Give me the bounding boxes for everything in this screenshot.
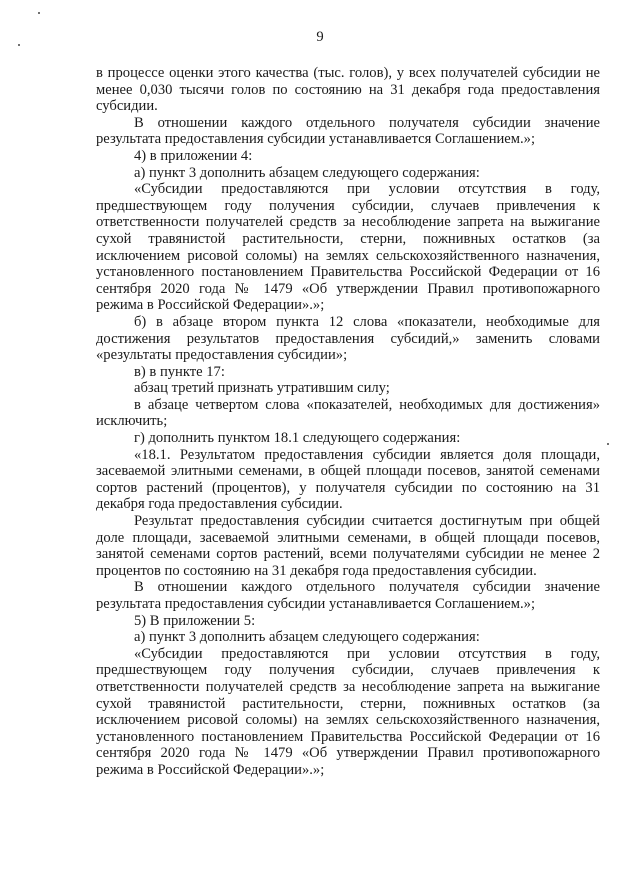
quoted-paragraph: «Субсидии предоставляются при условии отсутствия в году, предшествующем году получения субсидии, случаев привлечения к ответственности получателей средств за несоблюдение запрета на выжигание сухой травянистой растительности, стерни, пожнивных остатков (за исключением рисовой соломы) на землях сельскохозяйственного назначения, установленного постановлением Правительства Российской Федерации от 16 сентября 2020 года № 1479 «Об утверждении Правил противопожарного режима в Российской Федерации».»; bbox=[96, 645, 600, 778]
scan-speck bbox=[38, 12, 40, 14]
paragraph: в процессе оценки этого качества (тыс. голов), у всех получателей субсидии не менее 0,030 тысячи голов по состоянию на 31 декабря года предоставления субсидии. bbox=[96, 65, 600, 115]
paragraph: абзац третий признать утратившим силу; bbox=[134, 380, 390, 397]
list-item-heading: 4) в приложении 4: bbox=[134, 147, 253, 164]
list-item-heading: в) в пункте 17: bbox=[134, 363, 225, 380]
paragraph: в абзаце четвертом слова «показателей, необходимых для достижения» исключить; bbox=[96, 396, 600, 430]
list-item-heading: а) пункт 3 дополнить абзацем следующего содержания: bbox=[134, 164, 480, 181]
document-body bbox=[96, 65, 600, 779]
quoted-paragraph: «Субсидии предоставляются при условии отсутствия в году, предшествующем году получения субсидии, случаев привлечения к ответственности получателей средств за несоблюдение запрета на выжигание сухой травянистой растительности, стерни, пожнивных остатков (за исключением рисовой соломы) на землях сельскохозяйственного назначения, установленного постановлением Правительства Российской Федерации от 16 сентября 2020 года № 1479 «Об утверждении Правил противопожарного режима в Российской Федерации».»; bbox=[96, 181, 600, 314]
page-number: 9 bbox=[316, 29, 324, 45]
list-item-heading: а) пункт 3 дополнить абзацем следующего содержания: bbox=[134, 629, 480, 646]
paragraph: В отношении каждого отдельного получателя субсидии значение результата предоставления субсидии устанавливается Соглашением.»; bbox=[96, 579, 600, 612]
paragraph: б) в абзаце втором пункта 12 слова «показатели, необходимые для достижения результатов предоставления субсидий,» заменить словами «результаты предоставления субсидии»; bbox=[96, 313, 600, 364]
list-item-heading: 5) В приложении 5: bbox=[134, 612, 256, 629]
quoted-paragraph: «18.1. Результатом предоставления субсидии является доля площади, засеваемой элитными семенами, в общей площади посевов, занятой семенами сортов растений (процентов), у получателя субсидии по состоянию на 31 декабря года предоставления субсидии. bbox=[96, 446, 600, 513]
scan-speck bbox=[607, 443, 609, 445]
list-item-heading: г) дополнить пунктом 18.1 следующего содержания: bbox=[134, 430, 461, 447]
paragraph: В отношении каждого отдельного получателя субсидии значение результата предоставления субсидии устанавливается Соглашением.»; bbox=[96, 114, 600, 148]
paragraph: Результат предоставления субсидии считается достигнутым при общей доле площади, засеваемой элитными семенами, в общей площади посевов, занятой семенами сортов растений, всеми получателями субсидии не менее 2 процентов по состоянию на 31 декабря года предоставления субсидии. bbox=[96, 513, 600, 579]
